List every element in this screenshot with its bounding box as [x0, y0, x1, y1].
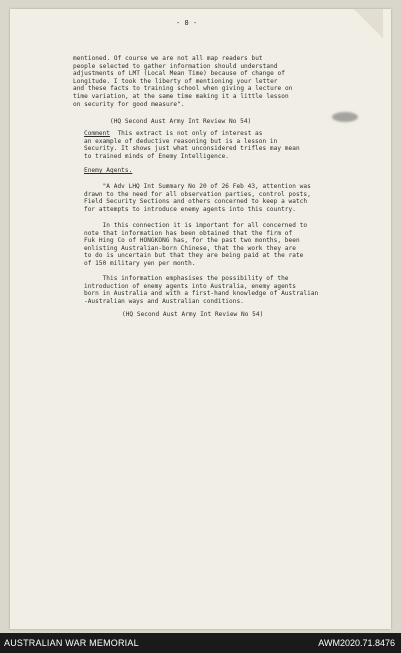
source-citation-1: (HQ Second Aust Army Int Review No 54): [110, 118, 252, 125]
paragraph-emphasis: This information emphasises the possibility of the introduction of enemy agents into Australia, enemy agents born in Australia and with a first-hand knowledge of Australian -Australian ways and Australian conditions.: [84, 275, 319, 305]
paragraph-summary: "A Adv LHQ Int Summary No 20 of 26 Feb 43, attention was drawn to the need for all observation parties, control posts, Field Security Sections and others concerned to keep a watch for attempts to introduce enemy agents into this country.: [84, 183, 311, 213]
ink-smudge: [332, 112, 358, 122]
catalogue-number: AWM2020.71.8476: [318, 638, 395, 648]
institution-name: AUSTRALIAN WAR MEMORIAL: [4, 638, 139, 648]
comment-label: Comment: [84, 130, 111, 137]
comment-text: This extract is not only of interest as an example of deductive reasoning but is a lesson in Security. It shows just what unconsidered trifles may mean to trained minds of Enemy Intelligence.: [84, 130, 300, 160]
paragraph-connection: In this connection it is important for all concerned to note that information has been obtained that the firm of Fuk Hing Co of HONGKONG has, for the past two months, been enlisting Australian-born Chinese, that the work they are to do is uncertain but that they are being paid at the rate of 150 military yen per month.: [84, 222, 308, 267]
page-number: - 8 -: [176, 19, 198, 27]
page-corner-fold: [353, 9, 383, 39]
comment-paragraph: [84, 130, 300, 160]
archive-footer-bar: [0, 633, 401, 653]
source-citation-2: (HQ Second Aust Army Int Review No 54): [122, 311, 264, 318]
section-heading-enemy-agents: Enemy Agents.: [84, 167, 133, 174]
paragraph-letter-extract: mentioned. Of course we are not all map readers but people selected to gather information should understand adjustments of LMT (Local Mean Time) because of change of Longitude. I took the liberty of mentioning your letter and these facts to training school when giving a lecture on time variation, at the same time making it a little lesson on security for good measure".: [73, 55, 293, 108]
